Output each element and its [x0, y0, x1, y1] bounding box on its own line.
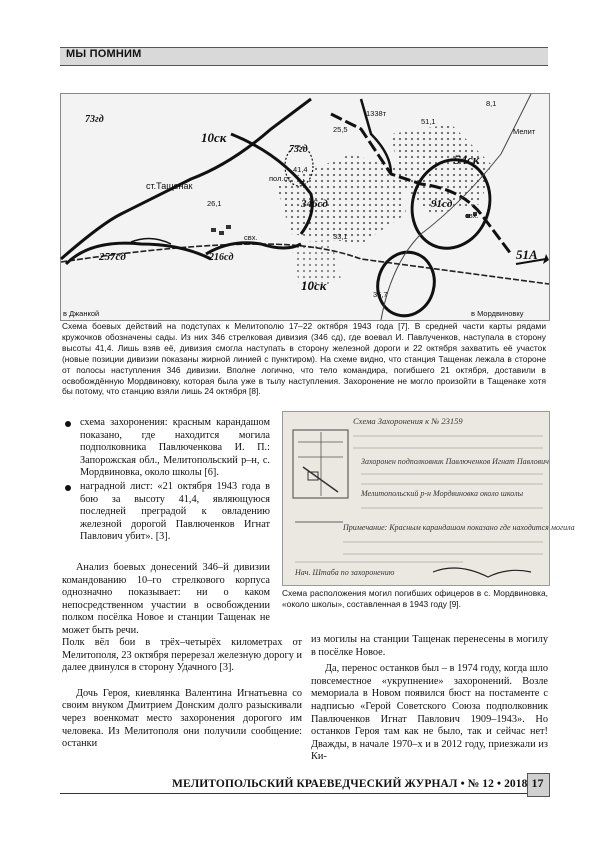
- map-label-svh-2: свх.: [465, 211, 479, 220]
- paragraph-block-left: [62, 637, 302, 751]
- scheme-line-1: Захоронен подполковник Павлюченков Игнат Павлович: [361, 457, 549, 466]
- paragraph-regiment: Полк вёл бои в трёх–четырёх километрах от Мелитополя, 23 октября перерезал железную дорогу и далее двинулся в сторону Удачного [3].: [62, 637, 302, 674]
- map-label-257sd: 257сд: [99, 251, 126, 263]
- paragraph-daughter: Дочь Героя, киевлянка Валентина Игнатьевна со своим внуком Дмитрием Донским долго разыскивали через военкомат место захоронения дорогого им человека. Из Мелитополя они получили сообщение: останки: [62, 687, 302, 750]
- source-list: [62, 417, 270, 545]
- map-label-to-mordvinovka: в Мордвиновку: [471, 309, 524, 318]
- paragraph-analysis: Анализ боевых донесений 346–й дивизии командованию 10–го стрелкового корпуса однозначно показывает: ни о каком непосредственном участии в освобождении полком посёлка Новое и станции Тащенак не может быть речи.: [62, 562, 270, 636]
- map-label-331: 33,1: [333, 232, 348, 241]
- map-label-81: 8,1: [486, 99, 497, 108]
- map-label-357: 35,7: [373, 290, 388, 299]
- map-label-73gd-center: 73гд: [289, 144, 308, 155]
- map-label-216sd: 216сд: [209, 252, 234, 263]
- bullet-icon: [65, 485, 71, 491]
- battle-map-drawing: [61, 94, 549, 320]
- list-item: [62, 417, 270, 480]
- list-item: [62, 481, 270, 544]
- list-item-text: наградной лист: «21 октября 1943 года в бою за высоту 41,4, являющуюся последней преградой к овладению железной дорогой Павлюченков Игнат Павлович убит». [3].: [80, 480, 270, 543]
- paragraph-reburial: Да, перенос останков был – в 1974 году, когда шло повсеместное «укрупнение» захоронений. Возле мемориала в Новом появился бюст на постаменте с надписью «Герой Советского Союза подполковник Павлюченков Игнат Павлович 1909–1943». Но останков Героя там как не было, так и сейчас нет! Дважды, в начале 1970–х и в 2012 году, приезжали из Ки-: [311, 663, 548, 763]
- map-label-melitopol: Мелит: [513, 127, 536, 136]
- map-caption: Схема боевых действий на подступах к Мелитополю 17–22 октября 1943 года [7]. В средней части карты рядами кружочков обозначены сады. Из них 346 стрелковая дивизия (346 сд), где воевал И. Павлученков, наступала в сторону высоты 41,4. Лишь взяв её, дивизия смогла наступать в сторону железной дороги и 22 октября захватить её участок (новые позиции дивизии показаны жирной линией с пунктиром). На схеме видно, что станция Тащенак лежала в стороне от полосы наступления 346 дивизии. Вполне логично, что тело командира, погибшего 21 октября, доставили в освобождённую Мордвиновку, которая была уже в тылу наступления. Захоронение не могло произойти в Тащенаке хотя бы потому, что станцию взяли лишь 24 октября [8].: [62, 321, 546, 397]
- map-label-svh: свх.: [244, 233, 258, 242]
- map-label-10sk-bottom: 10ск: [301, 278, 327, 293]
- burial-scheme-drawing: [283, 412, 575, 585]
- map-label-255: 25,5: [333, 125, 348, 134]
- map-label-51a: 51А: [516, 247, 538, 262]
- map-label-73gd-left: 73гд: [85, 114, 104, 125]
- map-label-1338: 1338т: [366, 109, 387, 118]
- scheme-line-2: Мелитопольский р-н Мордвиновка около школы: [361, 489, 523, 498]
- page-number: 17: [531, 776, 544, 790]
- battle-map-figure: [60, 93, 550, 321]
- paragraph-continuation: из могилы на станции Тащенак перенесены в могилу в посёлке Новое.: [311, 634, 548, 658]
- map-label-n: Н.: [299, 177, 307, 186]
- footer-rule: [60, 793, 548, 794]
- map-label-to-dzhankoy: в Джанкой: [63, 309, 100, 318]
- scheme-heading: Схема Захоронения к № 23159: [353, 416, 463, 426]
- scheme-line-4: Нач. Штаба по захоронению: [295, 568, 395, 577]
- list-item-text: схема захоронения: красным карандашом показано, где находится могила подполковника Павлюченкова И. П.: Запорожская обл., Мелитопольский р–н, с. Мордвиновка, около школы [6].: [80, 417, 270, 479]
- section-title: МЫ ПОМНИМ: [66, 48, 142, 60]
- journal-footer: МЕЛИТОПОЛЬСКИЙ КРАЕВЕДЧЕСКИЙ ЖУРНАЛ • № 12 • 2018: [172, 778, 528, 790]
- burial-scheme-photo: [282, 411, 575, 586]
- map-label-91sd: 91сд: [431, 198, 453, 210]
- map-label-54sk: 54ск: [454, 152, 480, 167]
- map-label-10sk-top: 10ск: [201, 130, 227, 145]
- paragraph-block-right: [311, 634, 548, 764]
- map-label-346sd: 346сд: [301, 198, 328, 210]
- scheme-line-3: Примечание: Красным карандашом показано где находится могила: [343, 523, 575, 532]
- map-label-st-tashchenak: ст.Тащенак: [146, 181, 193, 191]
- map-label-pol-st: пол.ст.: [269, 174, 292, 183]
- map-label-414: 41,4: [293, 165, 308, 174]
- map-label-261: 26,1: [207, 199, 222, 208]
- burial-scheme-caption: Схема расположения могил погибших офицеров в с. Мордвиновка, «около школы», составленная в 1943 году [9].: [282, 588, 548, 609]
- bullet-icon: [65, 421, 71, 427]
- map-label-511: 51,1: [421, 117, 436, 126]
